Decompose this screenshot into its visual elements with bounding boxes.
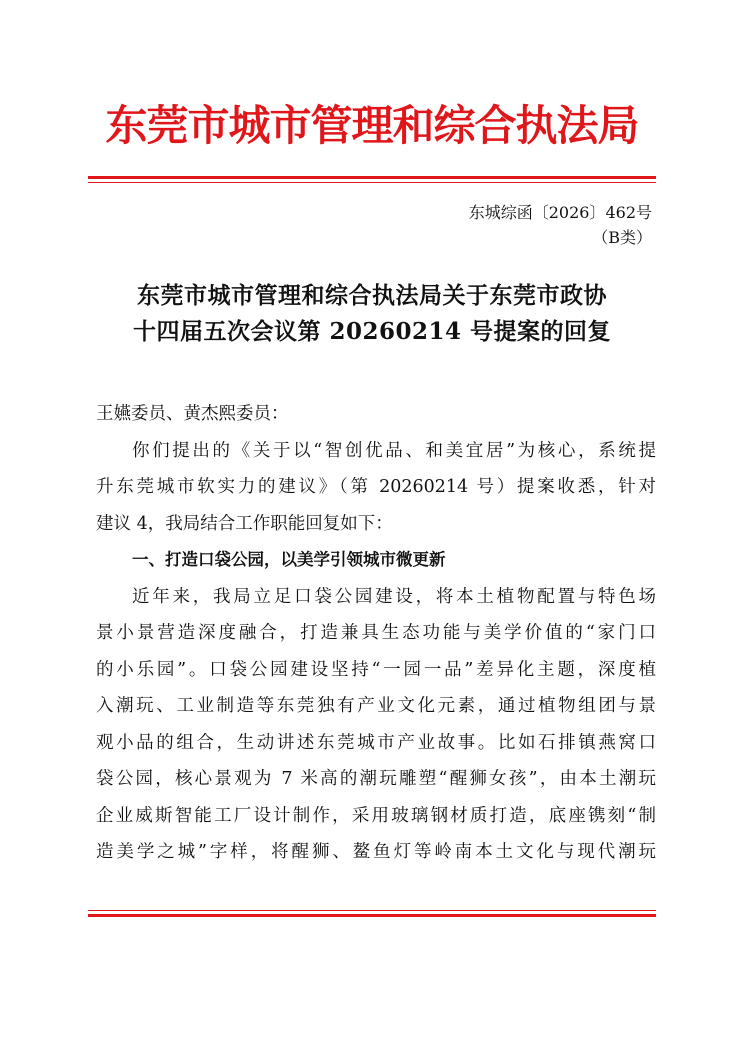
title-line-2: 十四届五次会议第 20260214 号提案的回复 (132, 318, 612, 345)
body-line: 近年来，我局立足口袋公园建设，将本土植物配置与特色场 (132, 586, 656, 607)
title-line-1: 东莞市城市管理和综合执法局关于东莞市政协 (137, 282, 607, 309)
footer-divider-thick (88, 914, 656, 917)
document-title (72, 278, 672, 350)
body-line: 的小乐园”。口袋公园建设坚持“一园一品”差异化主题，深度植 (96, 659, 656, 680)
body-line: 企业威斯智能工厂设计制作，采用玻璃钢材质打造，底座镌刻“制 (96, 805, 656, 826)
agency-masthead: 东莞市城市管理和综合执法局 (105, 101, 639, 150)
body-line: 你们提出的《关于以“智创优品、和美宜居”为核心，系统提 (132, 440, 656, 461)
masthead-divider-thick (88, 176, 656, 179)
body-line: 造美学之城”字样，将醒狮、鳌鱼灯等岭南本土文化与现代潮玩 (96, 842, 656, 862)
body-line: 建议 4，我局结合工作职能回复如下： (96, 513, 393, 534)
document-body (96, 396, 656, 871)
section-heading: 一、打造口袋公园，以美学引领城市微更新 (132, 550, 446, 569)
document-number: 东城综函〔2026〕462号 (468, 203, 652, 222)
body-line: 景小景营造深度融合，打造兼具生态功能与美学价值的“家门口 (96, 623, 656, 643)
salutation: 王嬿委员、黄杰熙委员： (96, 404, 289, 424)
footer-divider-thin (88, 910, 656, 911)
body-line: 升东莞城市软实力的建议》（第 20260214 号）提案收悉，针对 (96, 477, 656, 497)
body-line: 袋公园，核心景观为 7 米高的潮玩雕塑“醒狮女孩”，由本土潮玩 (96, 769, 656, 789)
masthead-divider-thin (88, 182, 656, 183)
document-class: （B类） (592, 228, 652, 247)
body-line: 观小品的组合，生动讲述东莞城市产业故事。比如石排镇燕窝口 (96, 732, 656, 753)
body-line: 入潮玩、工业制造等东莞独有产业文化元素，通过植物组团与景 (96, 696, 656, 716)
